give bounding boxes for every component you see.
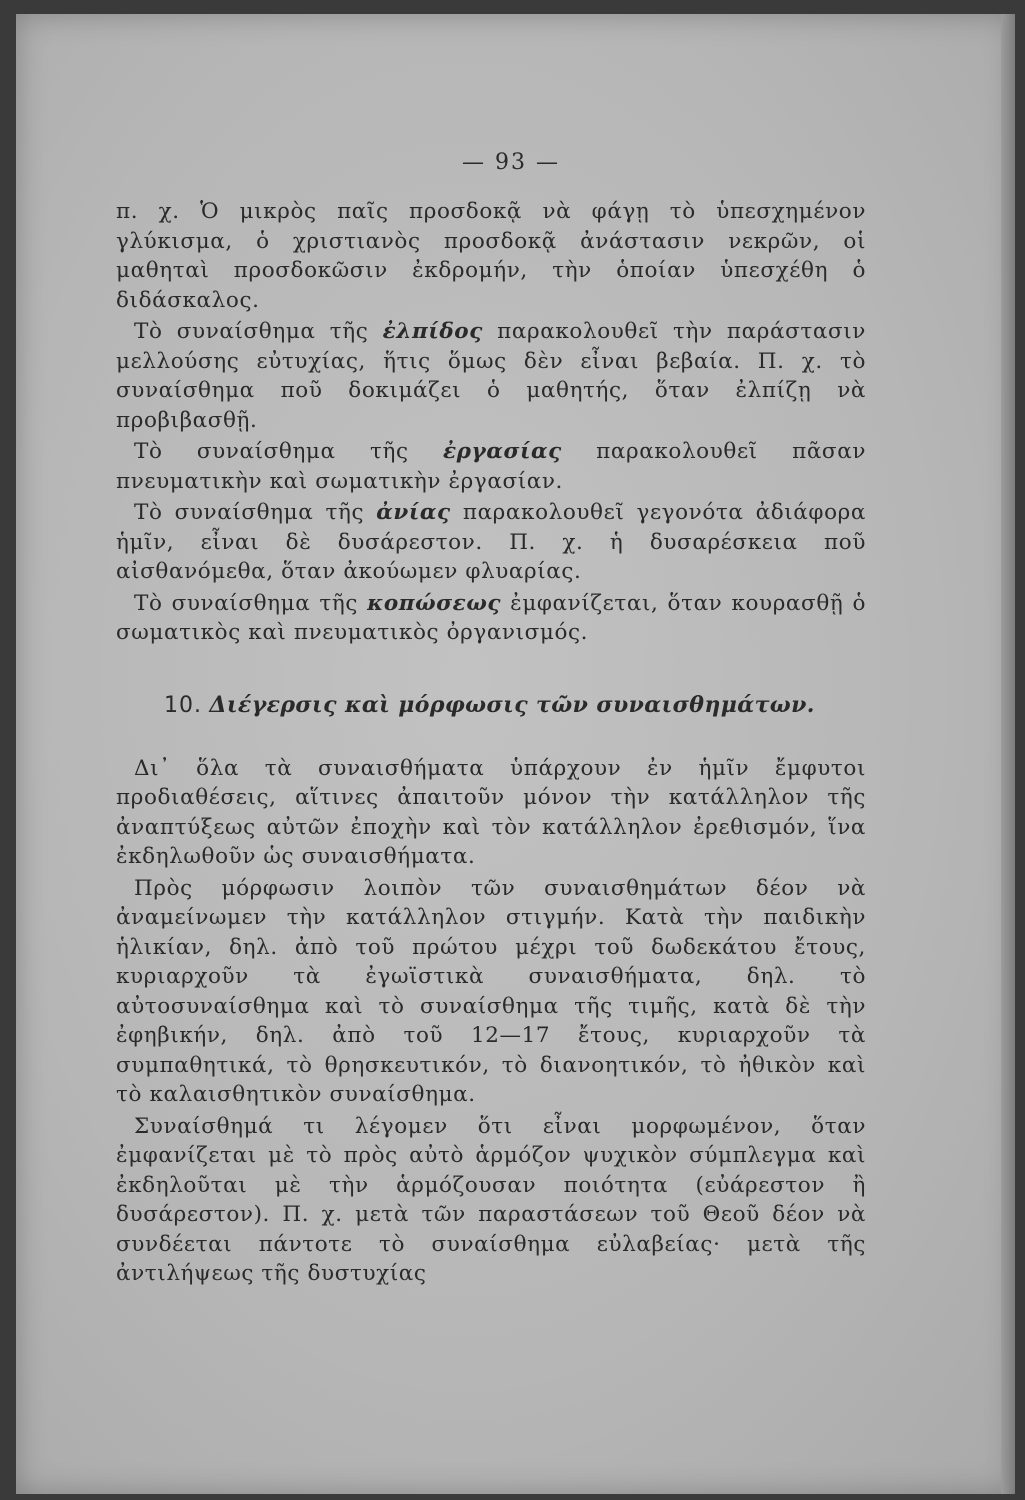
work-text-before: Τὸ συναίσθημα τῆς <box>134 439 443 464</box>
term-work: ἐργασίας <box>442 439 562 464</box>
paragraph-boredom <box>116 498 866 587</box>
page-number: — 93 — <box>462 150 560 175</box>
paragraph-formed-feeling: Συναίσθημά τι λέγομεν ὅτι εἶναι μορφωμένον, ὅταν ἐμφανίζεται μὲ τὸ πρὸς αὐτὸ ἁρμόζον ψυχικὸν σύμπλεγμα καὶ ἐκδηλοῦται μὲ τὴν ἁρμόζουσαν ποιότητα (εὐάρεστον ἢ δυσάρεστον). Π. χ. μετὰ τῶν παραστάσεων τοῦ Θεοῦ δέον νὰ συνδέεται πάντοτε τὸ συναίσθημα εὐλαβείας· μετὰ τῆς ἀντιλήψεως τῆς δυστυχίας <box>116 1113 866 1286</box>
fatigue-text-before: Τὸ συναίσθημα τῆς <box>134 590 368 616</box>
page-edge <box>1001 14 1015 1494</box>
work-text-after: παρακολουθεῖ πᾶσαν πνευματικὴν καὶ σωματικὴν ἐργασίαν. <box>116 439 866 494</box>
boredom-text-before: Τὸ συναίσθημα τῆς <box>134 500 377 525</box>
paragraph-work <box>116 437 866 496</box>
page-text <box>116 150 866 1289</box>
term-boredom: ἀνίας <box>376 500 451 525</box>
hope-text-before: Τὸ συναίσθημα τῆς <box>134 319 383 344</box>
boredom-text-after: παρακολουθεῖ γεγονότα ἀδιάφορα ἡμῖν, εἶναι δὲ δυσάρεστον. Π. χ. ἡ δυσαρέσκεια ποῦ αἰσθανόμεθα, ὅταν ἀκούωμεν φλυαρίας. <box>116 500 866 584</box>
section-title: Διέγερσις καὶ μόρφωσις τῶν συναισθημάτων. <box>209 691 815 718</box>
paragraph-example-expectation: π. χ. Ὁ μικρὸς παῖς προσδοκᾷ νὰ φάγῃ τὸ ὑπεσχημένον γλύκισμα, ὁ χριστιανὸς προσδοκᾷ ἀνάστασιν νεκρῶν, οἱ μαθηταὶ προσδοκῶσιν ἐκδρομήν, τὴν ὁποίαν ὑπεσχέθη ὁ διδάσκαλος. <box>116 199 866 313</box>
book-page <box>16 14 1015 1494</box>
paragraph-predispositions: Δι᾿ ὅλα τὰ συναισθήματα ὑπάρχουν ἐν ἡμῖν ἔμφυτοι προδιαθέσεις, αἵτινες ἀπαιτοῦν μόνον τὴν κατάλληλον τῆς ἀναπτύξεως αὐτῶν ἐποχὴν καὶ τὸν κατάλληλον ἐρεθισμόν, ἵνα ἐκδηλωθοῦν ὡς συναισθήματα. <box>116 755 866 869</box>
paragraph-hope <box>116 317 866 435</box>
section-heading <box>116 692 866 718</box>
term-fatigue: κοπώσεως <box>367 590 502 616</box>
section-number: 10. <box>164 692 202 718</box>
term-hope: ἐλπίδος <box>382 319 483 344</box>
fatigue-text-after: ἐμφανίζεται, ὅταν κουρασθῇ ὁ σωματικὸς καὶ πνευματικὸς ὀργανισμός. <box>116 590 866 645</box>
hope-text-after: παρακολουθεῖ τὴν παράστασιν μελλούσης εὐτυχίας, ἥτις ὅμως δὲν εἶναι βεβαία. Π. χ. τὸ συναίσθημα ποῦ δοκιμάζει ὁ μαθητής, ὅταν ἐλπίζῃ νὰ προβιβασθῇ. <box>116 319 866 433</box>
paragraph-formation: Πρὸς μόρφωσιν λοιπὸν τῶν συναισθημάτων δέον νὰ ἀναμείνωμεν τὴν κατάλληλον στιγμήν. Κατὰ τὴν παιδικὴν ἡλικίαν, δηλ. ἀπὸ τοῦ πρώτου μέχρι τοῦ δωδεκάτου ἔτους, κυριαρχοῦν τὰ ἐγωϊστικὰ συναισθήματα, δηλ. τὸ αὐτοσυναίσθημα καὶ τὸ συναίσθημα τῆς τιμῆς, κατὰ δὲ τὴν ἐφηβικήν, δηλ. ἀπὸ τοῦ 12—17 ἔτους, κυριαρχοῦν τὰ συμπαθητικά, τὸ θρησκευτικόν, τὸ διανοητικόν, τὸ ἠθικὸν καὶ τὸ καλαισθητικὸν συναίσθημα. <box>116 875 866 1107</box>
paragraph-fatigue <box>116 589 866 648</box>
